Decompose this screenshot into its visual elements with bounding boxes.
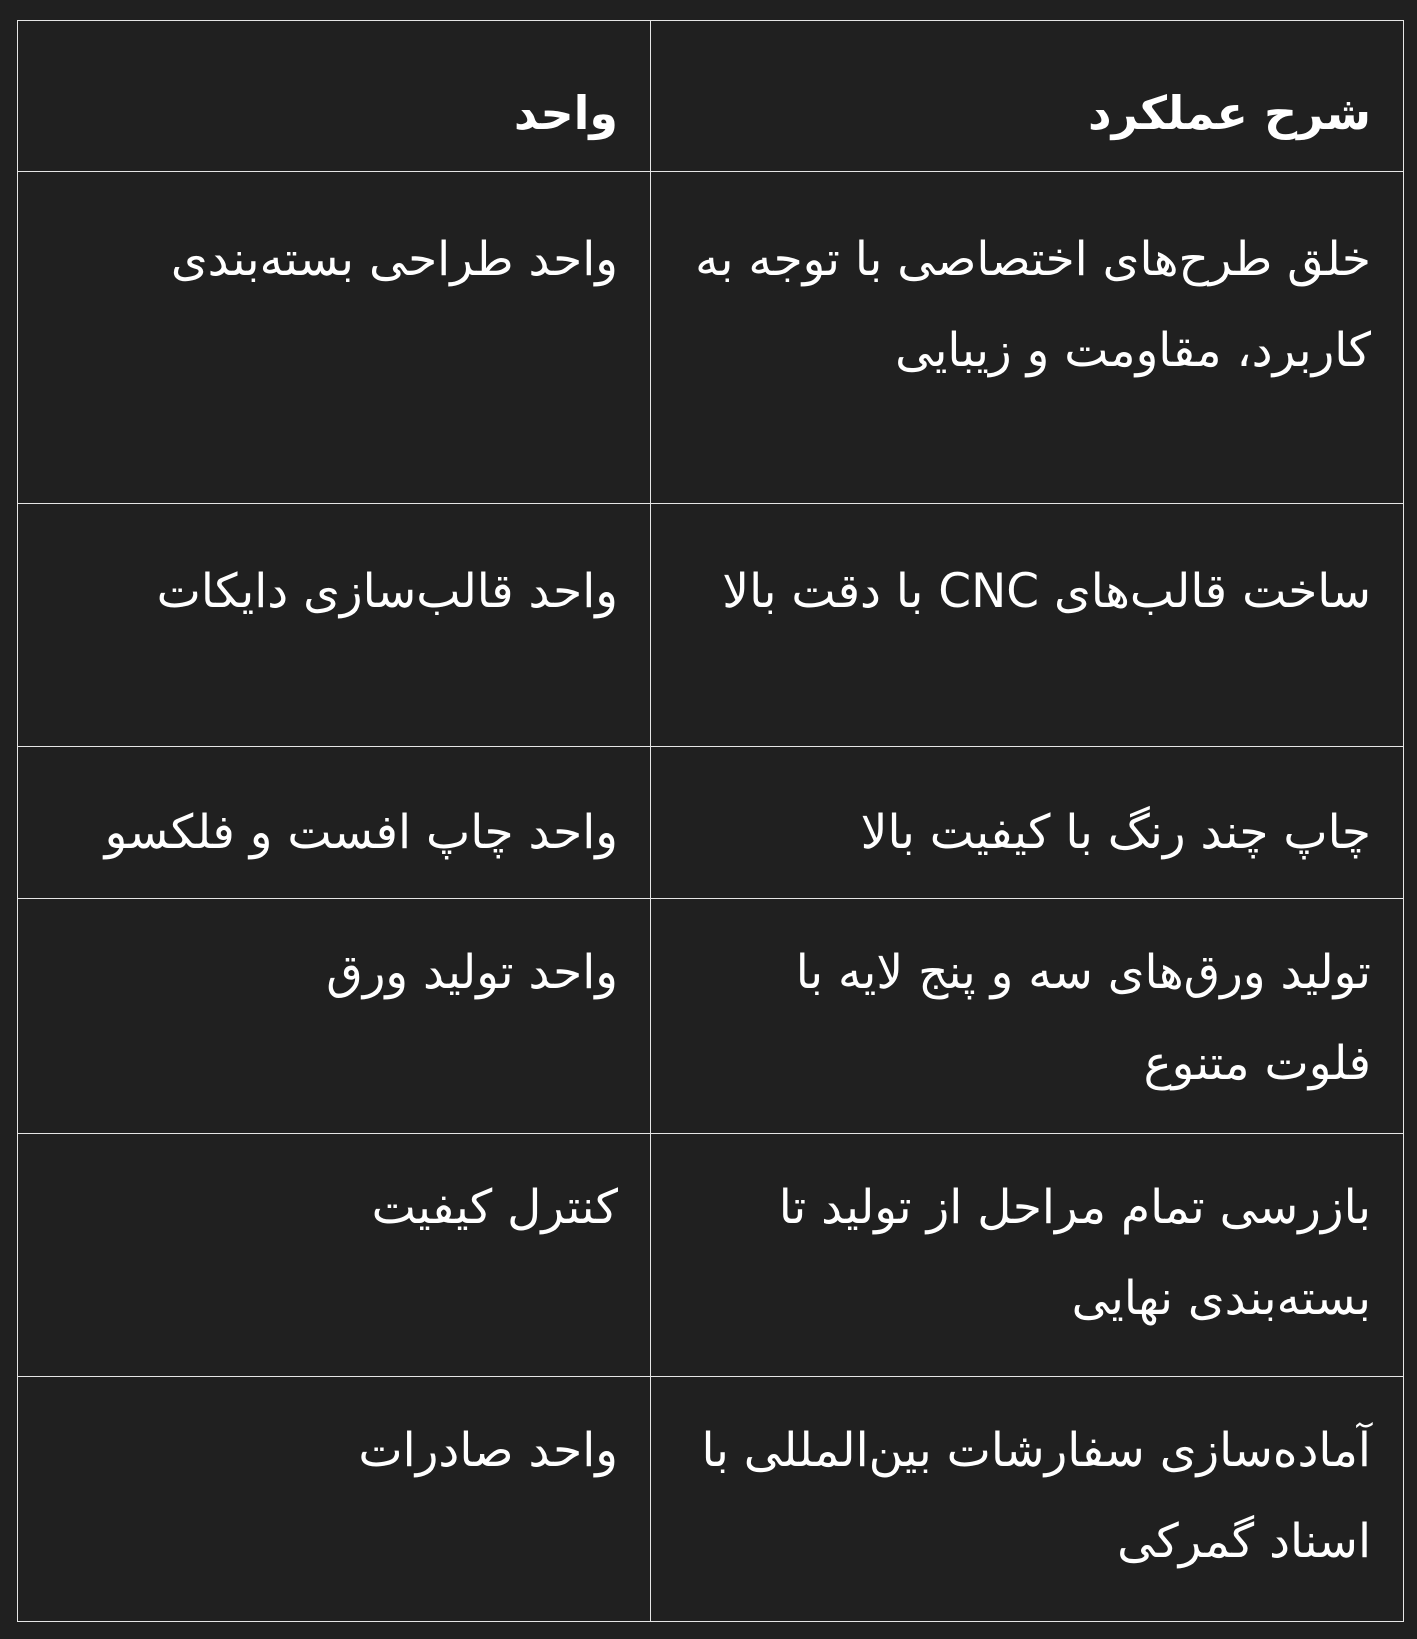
- table-row: [18, 504, 1404, 747]
- cell-unit: واحد تولید ورق: [18, 899, 651, 1134]
- cell-description: خلق طرح‌های اختصاصی با توجه به کاربرد، مقاومت و زیبایی: [651, 172, 1404, 504]
- cell-unit: واحد چاپ افست و فلکسو: [18, 747, 651, 899]
- cell-description: بازرسی تمام مراحل از تولید تا بسته‌بندی نهایی: [651, 1134, 1404, 1377]
- cell-description: آماده‌سازی سفارشات بین‌المللی با اسناد گمرکی: [651, 1377, 1404, 1622]
- cell-unit: واحد صادرات: [18, 1377, 651, 1622]
- units-table-container: [17, 20, 1403, 1621]
- cell-unit: کنترل کیفیت: [18, 1134, 651, 1377]
- cell-description: تولید ورق‌های سه و پنج لایه با فلوت متنوع: [651, 899, 1404, 1134]
- table-row: [18, 747, 1404, 899]
- header-description: شرح عملکرد: [651, 21, 1404, 172]
- units-table: [17, 20, 1404, 1622]
- cell-unit: واحد طراحی بسته‌بندی: [18, 172, 651, 504]
- table-row: [18, 172, 1404, 504]
- table-row: [18, 1134, 1404, 1377]
- cell-description: چاپ چند رنگ با کیفیت بالا: [651, 747, 1404, 899]
- table-row: [18, 899, 1404, 1134]
- cell-description: ساخت قالب‌های CNC با دقت بالا: [651, 504, 1404, 747]
- header-unit: واحد: [18, 21, 651, 172]
- table-header-row: [18, 21, 1404, 172]
- table-row: [18, 1377, 1404, 1622]
- cell-unit: واحد قالب‌سازی دایکات: [18, 504, 651, 747]
